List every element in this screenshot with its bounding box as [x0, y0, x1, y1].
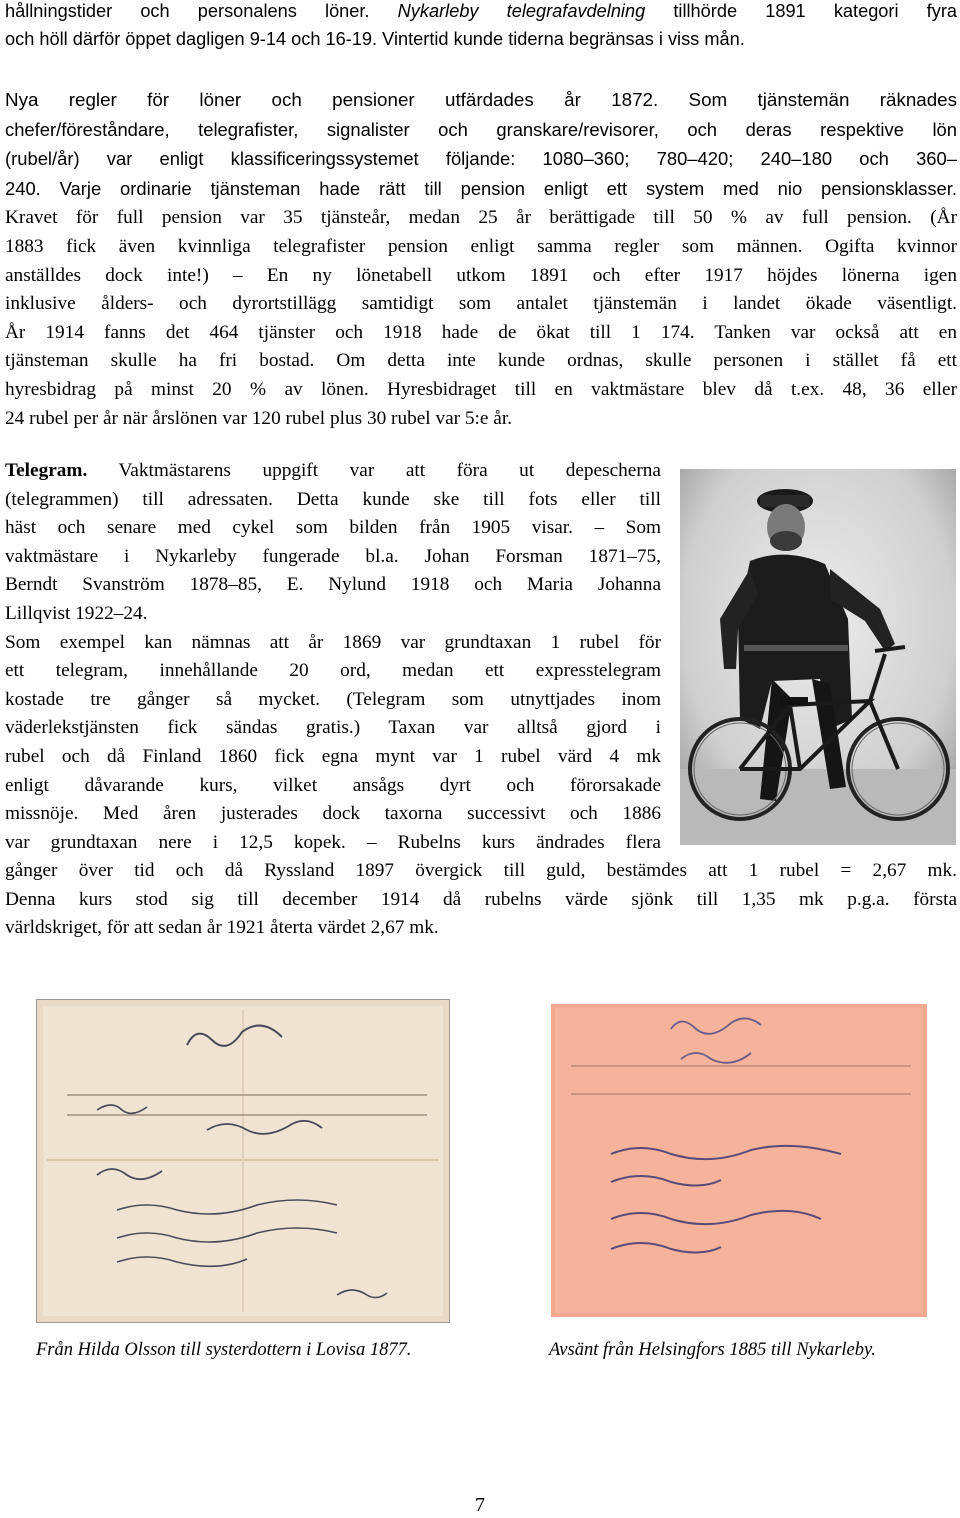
- messenger-bicycle-photo: [680, 469, 956, 845]
- telegram-text: missnöje. Med åren justerades dock taxorna successivt och 1886: [5, 803, 661, 825]
- para-text: Som tjänstemän räknades: [658, 89, 958, 110]
- telegram-text: Som exempel kan nämnas att år 1869 var grundtaxan 1 rubel för: [5, 631, 661, 653]
- caption-left: Från Hilda Olsson till systerdottern i Lovisa 1877.: [36, 1340, 412, 1360]
- telegram-text: häst och senare med cykel som bilden från 1905 visar. – Som: [5, 517, 661, 539]
- intro-text: hållningstider och personalens löner.: [5, 1, 398, 21]
- intro-italic-text: Nykarleby telegrafavdelning: [397, 1, 646, 21]
- telegram-image-lovisa: [36, 999, 450, 1323]
- caption-right: Avsänt från Helsingfors 1885 till Nykarleby.: [549, 1340, 876, 1360]
- telegram-text: rubel och då Finland 1860 fick egna mynt var 1 rubel värd 4 mk: [5, 745, 661, 767]
- telegram-image-helsingfors: [551, 1004, 927, 1317]
- photo-drawing: [680, 469, 956, 845]
- telegram-text: enligt dåvarande kurs, vilket ansågs dyrt och förorsakade: [5, 774, 661, 796]
- para-text: hyresbidrag på minst 20 % av lönen. Hyresbidraget till en vaktmästare blev då t.ex. 48, 36 eller: [5, 378, 957, 400]
- para-text: År 1914 fanns det 464 tjänster och 1918 hade de ökat till 1 174. Tanken var också att en: [5, 321, 957, 343]
- intro-paragraph: [5, 0, 957, 53]
- para-text: anställdes dock inte!) – En ny lönetabell utkom 1891 och efter 1917 höjdes lönerna igen: [5, 264, 957, 286]
- salary-paragraph: [5, 86, 957, 433]
- para-text: tjänsteman skulle ha fri bostad. Om detta inte kunde ordnas, skulle personen i stället få ett: [5, 350, 957, 372]
- telegram-text: världskriget, för att sedan år 1921 återta värdet 2,67 mk.: [5, 917, 439, 939]
- telegram-text: Vaktmästarens uppgift var att föra ut depescherna: [87, 460, 661, 481]
- telegram-text: Denna kurs stod sig till december 1914 då rubelns värde sjönk till 1,35 mk p.g.a. första: [5, 888, 957, 910]
- telegram-text: var grundtaxan nere i 12,5 kopek. – Rubelns kurs ändrades flera: [5, 831, 661, 853]
- intro-text: tillhörde 1891 kategori fyra: [645, 1, 957, 21]
- telegram-text: (telegrammen) till adressaten. Detta kunde ske till fots eller till: [5, 488, 661, 510]
- telegram-text: kostade tre gånger så mycket. (Telegram som utnyttjades inom: [5, 688, 661, 710]
- para-text: Nya regler för löner och pensioner utfärdades år 1872.: [5, 89, 659, 110]
- telegram-drawing: [37, 1000, 449, 1322]
- para-text: Kravet för full pension var 35 tjänsteår, medan 25 år berättigade till 50 % av full pension. (År: [5, 207, 957, 229]
- page-number: 7: [475, 1494, 485, 1516]
- intro-text: och höll därför öppet dagligen 9-14 och 16-19. Vintertid kunde tiderna begränsas i viss mån.: [5, 29, 745, 50]
- telegram-paragraph-full: [5, 857, 957, 943]
- telegram-text: Lillqvist 1922–24.: [5, 602, 148, 624]
- para-text: chefer/föreståndare, telegrafister, signalister och granskare/revisorer, och deras respektive lön: [5, 118, 957, 140]
- para-text: 240. Varje ordinarie tjänsteman hade rätt till pension enligt ett system med nio pensionsklasser.: [5, 177, 957, 199]
- telegram-text: gånger över tid och då Ryssland 1897 övergick till guld, bestämdes att 1 rubel = 2,67 mk.: [5, 860, 957, 881]
- telegram-text: ett telegram, innehållande 20 ord, medan ett expresstelegram: [5, 660, 661, 682]
- para-text: (rubel/år) var enligt klassificeringssystemet följande: 1080–360; 780–420; 240–180 och 360–: [5, 148, 957, 170]
- para-text: inklusive ålders- och dyrortstillägg samtidigt som antalet tjänstemän i landet ökade väsentligt.: [5, 293, 957, 315]
- para-text: 24 rubel per år när årslönen var 120 rubel plus 30 rubel var 5:e år.: [5, 407, 513, 429]
- para-text: 1883 fick även kvinnliga telegrafister pension enligt samma regler som männen. Ogifta kvinnor: [5, 235, 957, 257]
- section-heading: Telegram.: [5, 460, 88, 481]
- telegram-text: vaktmästare i Nykarleby fungerade bl.a. Johan Forsman 1871–75,: [5, 545, 661, 567]
- telegram-text: väderlekstjänsten fick sändas gratis.) Taxan var alltså gjord i: [5, 717, 661, 739]
- telegram-text: Berndt Svanström 1878–85, E. Nylund 1918 och Maria Johanna: [5, 574, 661, 596]
- telegram-paragraph: [5, 457, 661, 857]
- telegram-drawing: [551, 1004, 927, 1317]
